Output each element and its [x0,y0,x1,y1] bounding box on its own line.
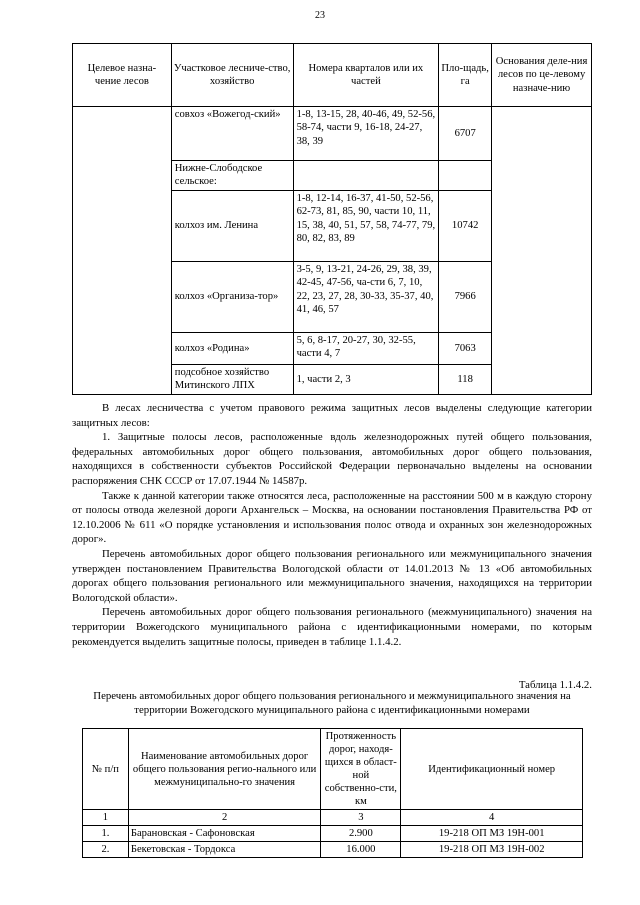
column-number-row [83,810,583,826]
paragraph: Перечень автомобильных дорог общего пользования регионального или межмуниципального значения утвержден постановлением Правительства Вологодской области от 14.01.2013 № 13 «Об автомобильных дорогах общего пользования регионального или межмуниципального значения, находящихся на территории Вологодской области». [72,547,592,604]
area-cell [439,161,492,191]
area-cell: 6707 [439,107,492,161]
page-number: 23 [315,10,325,21]
paragraph: 1. Защитные полосы лесов, расположенные вдоль железнодорожных путей общего пользования, федеральных автомобильных дорог общего пользования, автомобильных дорог общего пользования, находящихся в собственности субъектов Российской Федерации первоначально выделены на основании распоряжения СНК СССР от 17.07.1944 № 14587р. [72,431,592,487]
column-number: 3 [321,810,401,826]
area-cell: 7966 [439,261,492,332]
row-number: 2. [83,842,129,858]
basis-cell [492,107,592,395]
farm-cell: колхоз «Организа-тор» [171,261,293,332]
body-text [72,401,592,649]
table-title: Перечень автомобильных дорог общего пользования регионального и межмуниципального значения на территории Вожегодского муниципального района с идентификационными номерами [93,690,571,716]
column-number: 2 [128,810,321,826]
header-area: Пло-щадь, га [439,44,492,107]
farm-cell: совхоз «Вожегод-ский» [171,107,293,161]
farm-cell: колхоз «Родина» [171,332,293,364]
road-name: Бекетовская - Тордокса [128,842,321,858]
paragraph: В лесах лесничества с учетом правового режима защитных лесов выделены следующие категории защитных лесов: [72,402,592,429]
forest-purpose-table [72,43,592,395]
header-length: Протяженность дорог, находя-щихся в област-ной собственно-сти, км [321,729,401,810]
table-row [73,107,592,161]
purpose-cell [73,107,172,395]
header-road-name: Наименование автомобильных дорог общего пользования регио-нального или межмуниципально-го значения [128,729,321,810]
road-id: 19-218 ОП МЗ 19Н-002 [401,842,583,858]
table-row [83,826,583,842]
table-header-row [73,44,592,107]
area-cell: 10742 [439,190,492,261]
header-id-number: Идентификационный номер [401,729,583,810]
table-header-row [83,729,583,810]
quarters-cell: 1, части 2, 3 [293,364,439,394]
area-cell: 7063 [439,332,492,364]
farm-cell: подсобное хозяйство Митинского ЛПХ [171,364,293,394]
column-number: 1 [83,810,129,826]
quarters-cell: 1-8, 12-14, 16-37, 41-50, 52-56, 62-73, 81, 85, 90, части 10, 11, 15, 38, 40, 51, 57, 58, 74-77, 79, 80, 82, 83, 89 [293,190,439,261]
quarters-cell: 5, 6, 8-17, 20-27, 30, 32-55, части 4, 7 [293,332,439,364]
quarters-cell: 3-5, 9, 13-21, 24-26, 29, 38, 39, 42-45, 47-56, ча-сти 6, 7, 10, 22, 23, 27, 28, 30-33, 35-37, 40, 41, 46, 57 [293,261,439,332]
road-length: 16.000 [321,842,401,858]
table-row [83,842,583,858]
farm-cell: колхоз им. Ленина [171,190,293,261]
road-name: Барановская - Сафоновская [128,826,321,842]
paragraph: Также к данной категории также относятся леса, расположенные на расстоянии 500 м в каждую сторону от полосы отвода железной дороги Архангельск – Москва, на основании постановления Правительства РФ от 12.10.2006 № 611 «О порядке установления и использования полос отвода и охранных зон железнодорожных дорог». [72,489,592,546]
column-number: 4 [401,810,583,826]
farm-cell: Нижне-Слободское сельское: [171,161,293,191]
paragraph: Перечень автомобильных дорог общего пользования регионального (межмуниципального) значения на территории Вожегодского муниципального района с идентификационными номерами, по которым рекомендуется выделить защитные полосы, приведен в таблице 1.1.4.2. [72,606,592,648]
table-label: Таблица 1.1.4.2. [518,679,592,691]
header-forestry: Участковое лесниче-ство, хозяйство [171,44,293,107]
roads-table [82,728,583,858]
road-id: 19-218 ОП МЗ 19Н-001 [401,826,583,842]
road-length: 2.900 [321,826,401,842]
header-basis: Основания деле-ния лесов по це-левому назначе-нию [492,44,592,107]
quarters-cell [293,161,439,191]
row-number: 1. [83,826,129,842]
header-purpose: Целевое назна-чение лесов [73,44,172,107]
quarters-cell: 1-8, 13-15, 28, 40-46, 49, 52-56, 58-74, части 9, 16-18, 24-27, 38, 39 [293,107,439,161]
header-quarters: Номера кварталов или их частей [293,44,439,107]
area-cell: 118 [439,364,492,394]
header-number: № п/п [83,729,129,810]
